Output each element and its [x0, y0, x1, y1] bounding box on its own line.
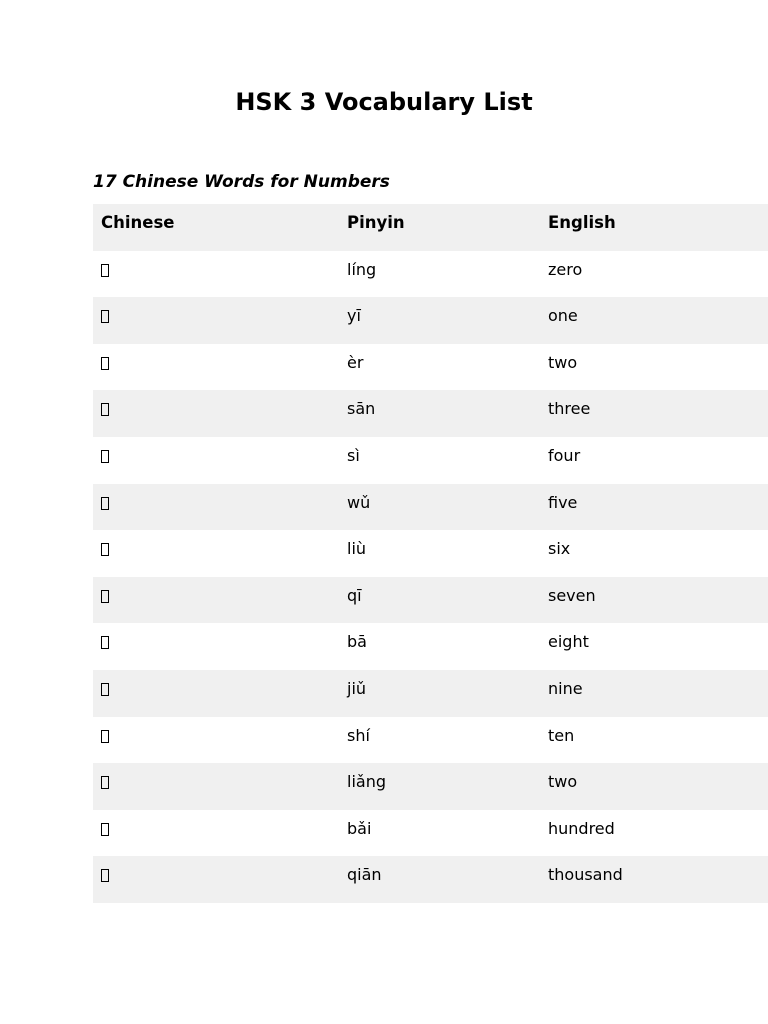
missing-glyph-icon	[101, 497, 109, 510]
table-row	[93, 810, 768, 857]
chinese-character	[102, 451, 103, 452]
chinese-character	[102, 498, 103, 499]
cell-chinese	[93, 251, 339, 298]
section-heading: 17 Chinese Words for Numbers	[93, 172, 390, 192]
missing-glyph-icon	[101, 823, 109, 836]
cell-chinese	[93, 763, 339, 810]
cell-english: two	[548, 772, 578, 792]
chinese-character	[102, 684, 103, 685]
missing-glyph-icon	[101, 450, 109, 463]
cell-pinyin: sān	[347, 399, 376, 419]
table-row	[93, 717, 768, 764]
cell-chinese	[93, 623, 339, 670]
missing-glyph-icon	[101, 543, 109, 556]
cell-pinyin: bā	[347, 632, 367, 652]
cell-english: hundred	[548, 818, 615, 838]
table-row	[93, 390, 768, 437]
chinese-character	[102, 404, 103, 405]
cell-english: seven	[548, 585, 596, 605]
chinese-character	[102, 731, 103, 732]
cell-chinese	[93, 856, 339, 903]
missing-glyph-icon	[101, 264, 109, 277]
cell-chinese	[93, 484, 339, 531]
cell-pinyin: líng	[347, 259, 377, 279]
table-row	[93, 530, 768, 577]
cell-chinese	[93, 717, 339, 764]
chinese-character	[102, 358, 103, 359]
missing-glyph-icon	[101, 683, 109, 696]
chinese-character	[102, 265, 103, 266]
cell-chinese	[93, 390, 339, 437]
chinese-character	[102, 870, 103, 871]
cell-english: four	[548, 445, 581, 465]
cell-pinyin: èr	[347, 352, 364, 372]
cell-english: ten	[548, 725, 575, 745]
cell-pinyin: shí	[347, 725, 370, 745]
cell-pinyin: jiǔ	[347, 678, 367, 698]
missing-glyph-icon	[101, 869, 109, 882]
table-row	[93, 763, 768, 810]
chinese-character	[102, 824, 103, 825]
cell-pinyin: bǎi	[347, 818, 372, 838]
header-english: English	[548, 213, 616, 232]
cell-english: one	[548, 306, 578, 326]
cell-pinyin: qiān	[347, 865, 382, 885]
table-row	[93, 251, 768, 298]
cell-chinese	[93, 577, 339, 624]
chinese-character	[102, 637, 103, 638]
missing-glyph-icon	[101, 403, 109, 416]
table-row	[93, 437, 768, 484]
chinese-character	[102, 544, 103, 545]
missing-glyph-icon	[101, 636, 109, 649]
cell-chinese	[93, 297, 339, 344]
table-row	[93, 623, 768, 670]
cell-pinyin: wǔ	[347, 492, 371, 512]
cell-chinese	[93, 670, 339, 717]
table-row	[93, 344, 768, 391]
missing-glyph-icon	[101, 776, 109, 789]
header-pinyin: Pinyin	[347, 213, 405, 232]
missing-glyph-icon	[101, 590, 109, 603]
cell-english: eight	[548, 632, 589, 652]
cell-english: two	[548, 352, 578, 372]
cell-pinyin: sì	[347, 445, 360, 465]
cell-chinese	[93, 530, 339, 577]
cell-english: thousand	[548, 865, 623, 885]
chinese-character	[102, 777, 103, 778]
cell-english: nine	[548, 678, 583, 698]
cell-chinese	[93, 437, 339, 484]
table-row	[93, 856, 768, 903]
vocabulary-table	[93, 204, 768, 903]
table-row	[93, 577, 768, 624]
table-header-row	[93, 204, 768, 251]
chinese-character	[102, 311, 103, 312]
cell-english: zero	[548, 259, 583, 279]
cell-english: five	[548, 492, 578, 512]
cell-chinese	[93, 810, 339, 857]
chinese-character	[102, 591, 103, 592]
table-row	[93, 670, 768, 717]
table-row	[93, 484, 768, 531]
header-chinese: Chinese	[101, 213, 175, 232]
cell-pinyin: liǎng	[347, 772, 386, 792]
cell-pinyin: yī	[347, 306, 361, 326]
table-row	[93, 297, 768, 344]
document-title: HSK 3 Vocabulary List	[235, 88, 533, 116]
cell-english: six	[548, 539, 571, 559]
cell-chinese	[93, 344, 339, 391]
cell-pinyin: liù	[347, 539, 367, 559]
table-body	[93, 251, 768, 903]
missing-glyph-icon	[101, 357, 109, 370]
cell-english: three	[548, 399, 591, 419]
missing-glyph-icon	[101, 730, 109, 743]
missing-glyph-icon	[101, 310, 109, 323]
cell-pinyin: qī	[347, 585, 362, 605]
